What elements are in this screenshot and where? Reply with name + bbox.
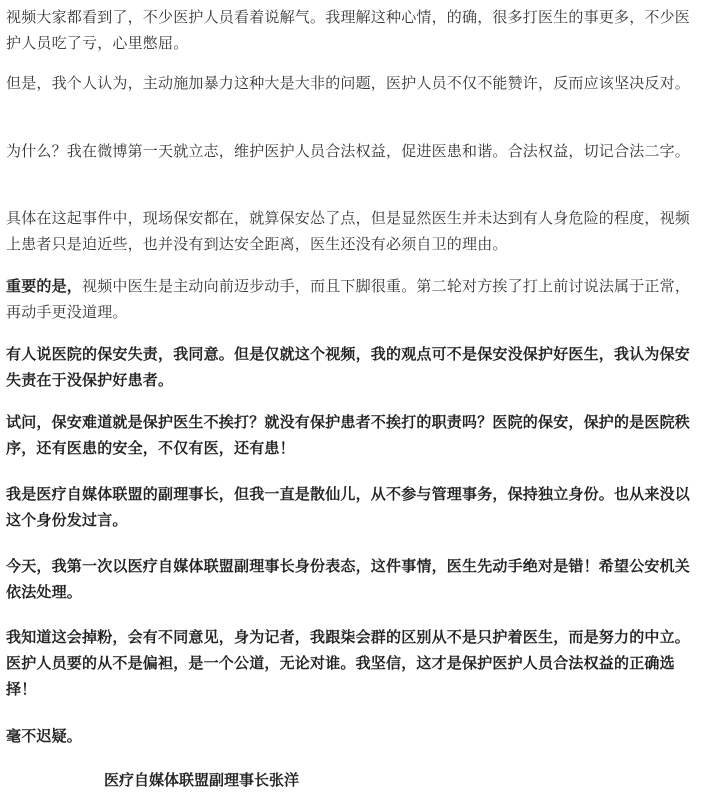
paragraph-10-text: 我知道这会掉粉，会有不同意见，身为记者，我跟柒会群的区别从不是只护着医生，而是努力的中立。医护人员要的从不是偏袒，是一个公道，无论对谁。我坚信，这才是保护医护人员合法权益的正确选择！ [6, 628, 691, 698]
signature: 医疗自媒体联盟副理事长张洋 [104, 771, 300, 789]
paragraph-5-lead: 重要的是， [6, 277, 83, 295]
paragraph-5 [6, 273, 696, 325]
paragraph-11-text: 毫不迟疑。 [6, 727, 83, 745]
paragraph-4 [6, 205, 696, 257]
paragraph-5-text: 视频中医生是主动向前迈步动手，而且下脚很重。第二轮对方挨了打上前讨说法属于正常，再动手更没道理。 [6, 277, 691, 321]
paragraph-7-text: 试问，保安难道就是保护医生不挨打？就没有保护患者不挨打的职责吗？医院的保安，保护的是医院秩序，还有医患的安全，不仅有医，还有患！ [6, 413, 691, 457]
paragraph-6 [6, 341, 696, 393]
paragraph-10 [6, 624, 696, 702]
paragraph-9 [6, 553, 696, 605]
paragraph-6-text: 有人说医院的保安失责，我同意。但是仅就这个视频，我的观点可不是保安没保护好医生，我认为保安失责在于没保护好患者。 [6, 345, 691, 389]
paragraph-3 [6, 138, 696, 164]
paragraph-2 [6, 70, 696, 96]
paragraph-9-text: 今天，我第一次以医疗自媒体联盟副理事长身份表态，这件事情，医生先动手绝对是错！希望公安机关依法处理。 [6, 557, 691, 601]
paragraph-7 [6, 409, 696, 461]
paragraph-8 [6, 481, 696, 533]
paragraph-8-text: 我是医疗自媒体联盟的副理事长，但我一直是散仙儿，从不参与管理事务，保持独立身份。也从来没以这个身份发过言。 [6, 485, 691, 529]
paragraph-11 [6, 723, 696, 749]
paragraph-3-text: 为什么？我在微博第一天就立志，维护医护人员合法权益，促进医患和谐。合法权益，切记合法二字。 [6, 142, 691, 160]
paragraph-4-text: 具体在这起事件中，现场保安都在，就算保安怂了点，但是显然医生并未达到有人身危险的程度，视频上患者只是迫近些，也并没有到达安全距离，医生还没有必须自卫的理由。 [6, 209, 691, 253]
paragraph-2-text: 但是，我个人认为，主动施加暴力这种大是大非的问题，医护人员不仅不能赞许，反而应该坚决反对。 [6, 74, 691, 92]
paragraph-1-text: 视频大家都看到了，不少医护人员看着说解气。我理解这种心情，的确，很多打医生的事更多，不少医护人员吃了亏，心里憋屈。 [6, 8, 691, 52]
paragraph-1 [6, 4, 696, 56]
